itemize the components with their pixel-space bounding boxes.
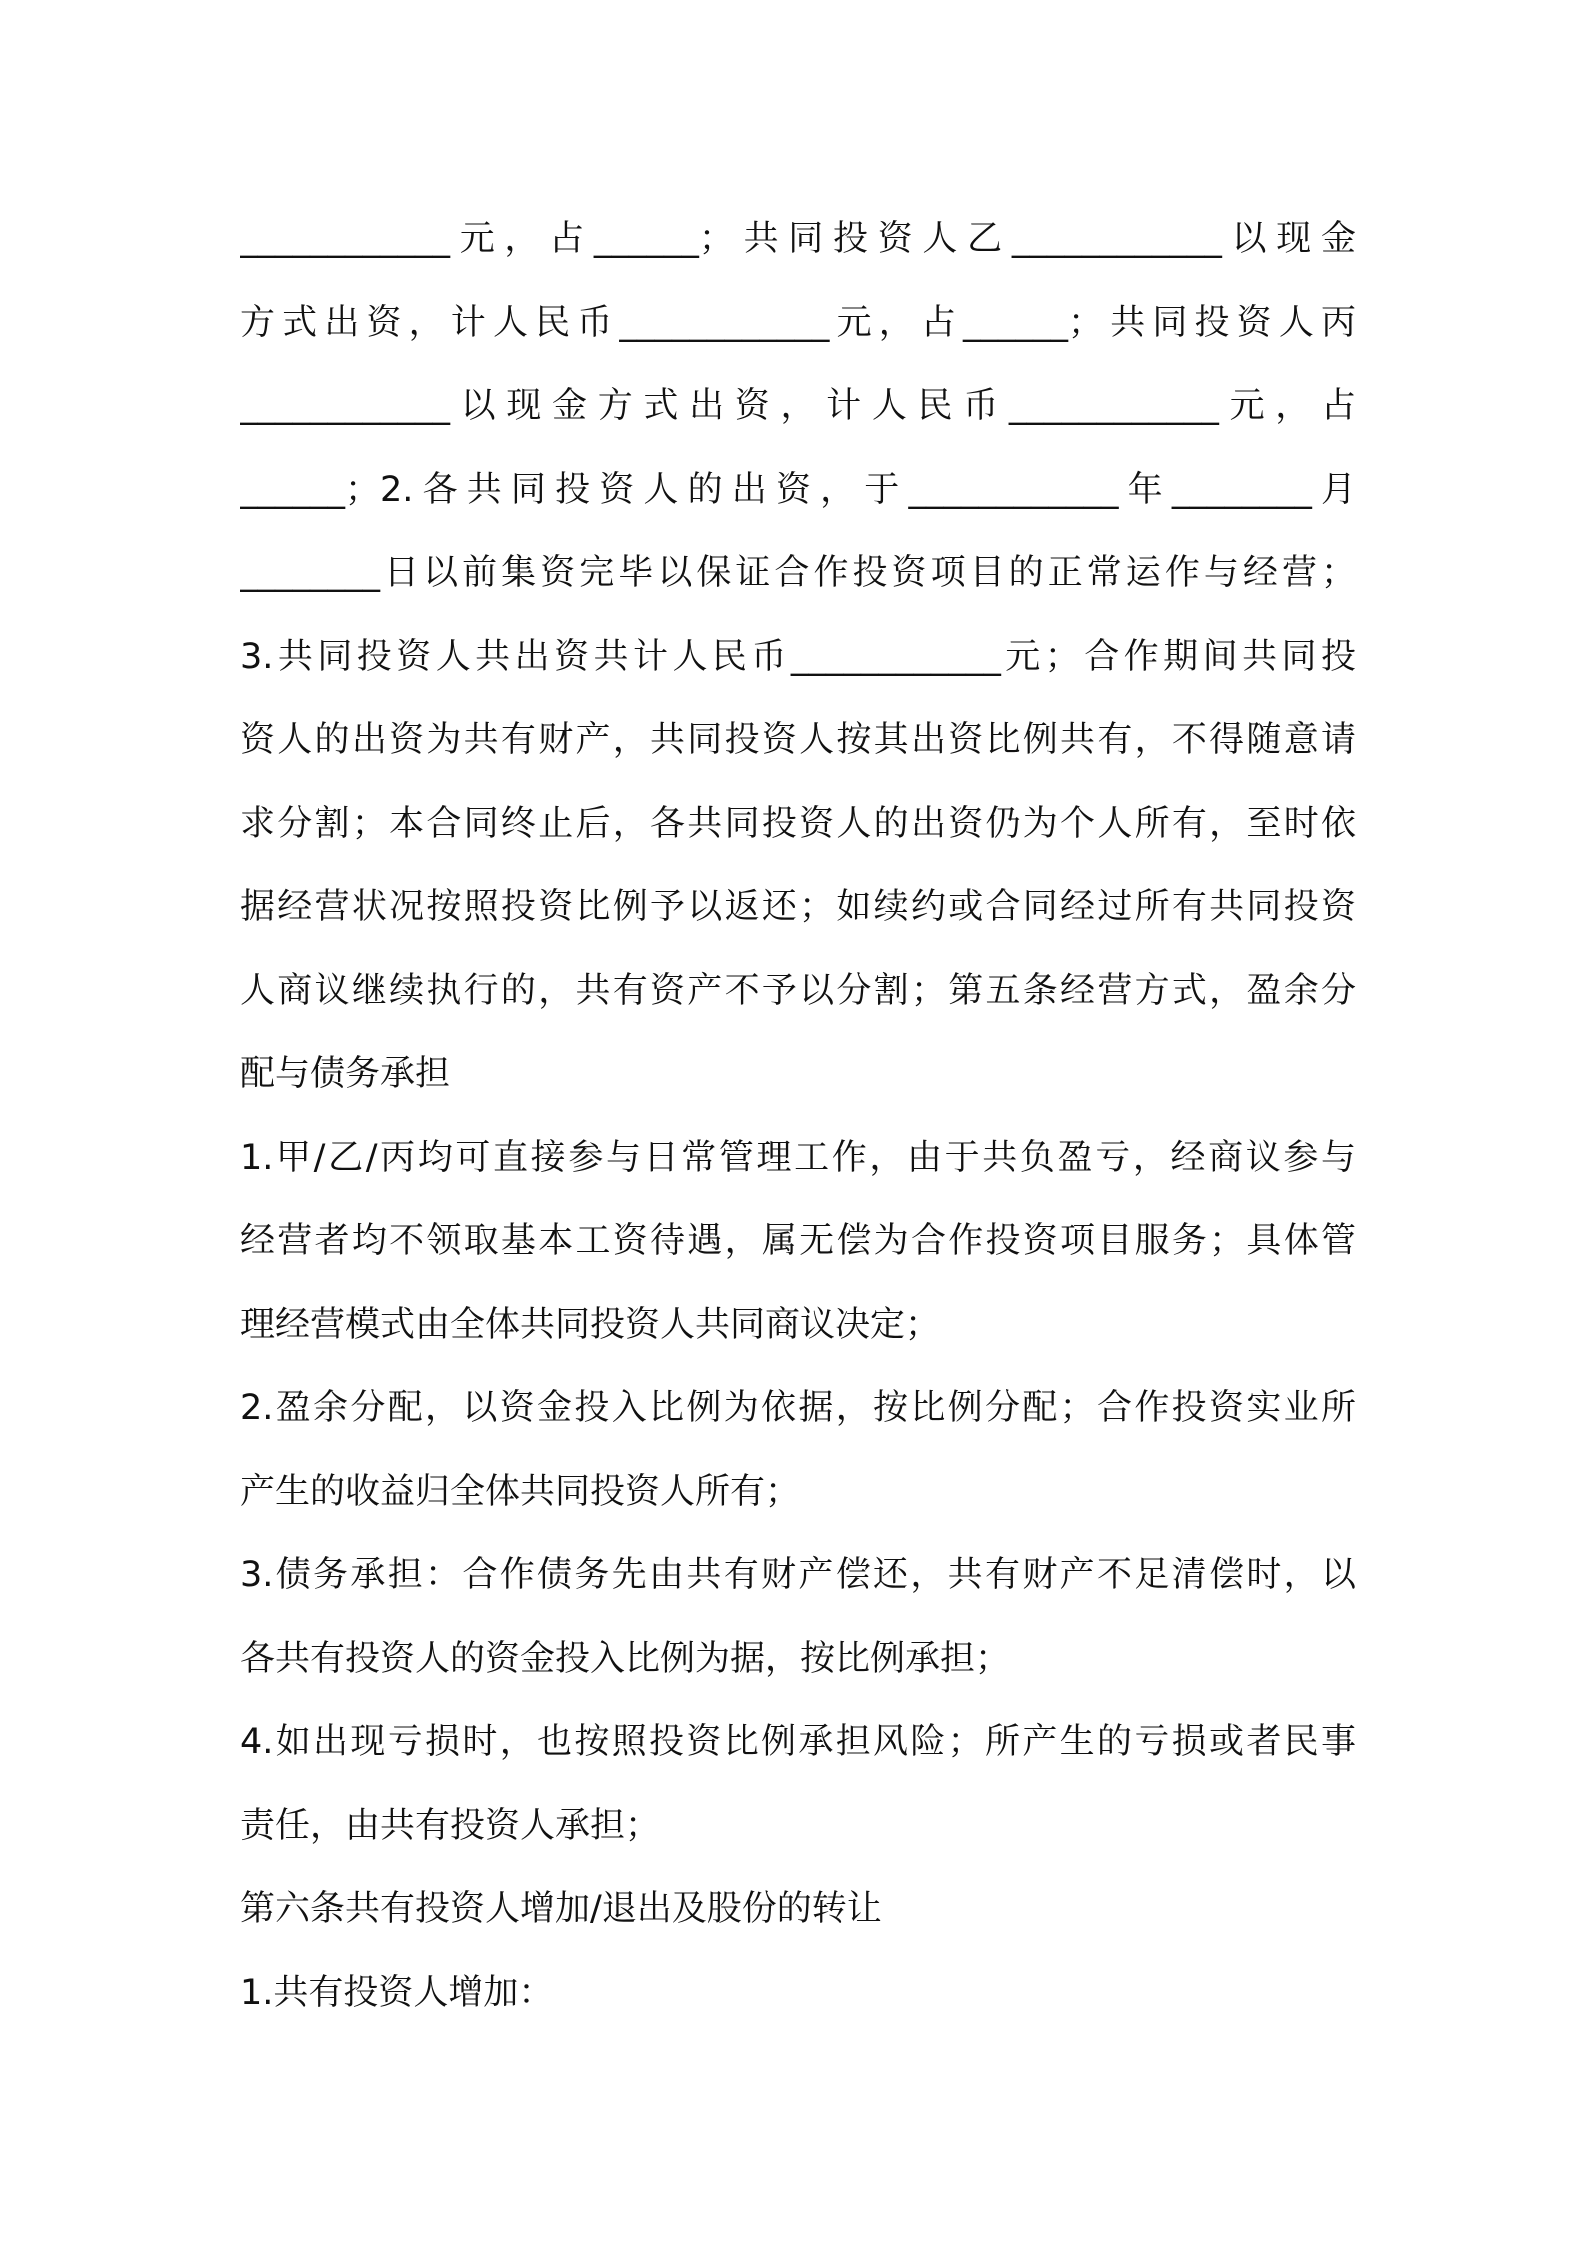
- text-line-3: ____________以现金方式出资，计人民币____________元，占: [240, 386, 1356, 426]
- document-body: [240, 198, 1356, 2035]
- text-line-16: 产生的收益归全体共同投资人所有；: [240, 1471, 801, 1512]
- text-line-10: 人商议继续执行的，共有资产不予以分割；第五条经营方式，盈余分: [240, 970, 1356, 1011]
- text-line-13: 经营者均不领取基本工资待遇，属无偿为合作投资项目服务；具体管: [240, 1221, 1356, 1261]
- text-line-9: 据经营状况按照投资比例予以返还；如续约或合同经过所有共同投资: [240, 887, 1356, 927]
- text-line-18: 各共有投资人的资金投入比例为据，按比例承担；: [240, 1638, 1011, 1679]
- text-line-5: ________日以前集资完毕以保证合作投资项目的正常运作与经营；: [240, 553, 1356, 593]
- text-line-17: 3.债务承担：合作债务先由共有财产偿还，共有财产不足清偿时，以: [240, 1555, 1356, 1595]
- text-line-4: ______；2.各共同投资人的出资，于____________年________月: [240, 469, 1356, 510]
- text-line-7: 资人的出资为共有财产，共同投资人按其出资比例共有，不得随意请: [240, 720, 1356, 760]
- text-line-6: 3.共同投资人共出资共计人民币____________元；合作期间共同投: [240, 636, 1356, 677]
- text-line-12: 1.甲/乙/丙均可直接参与日常管理工作，由于共负盈亏，经商议参与: [240, 1137, 1356, 1178]
- text-line-15: 2.盈余分配，以资金投入比例为依据，按比例分配；合作投资实业所: [240, 1388, 1356, 1428]
- text-line-11: 配与债务承担: [240, 1054, 451, 1094]
- text-line-8: 求分割；本合同终止后，各共同投资人的出资仍为个人所有，至时依: [240, 803, 1356, 844]
- section-heading-6: 第六条共有投资人增加/退出及股份的转让: [240, 1889, 882, 1929]
- text-line-1: ____________元，占______；共同投资人乙____________以现金: [240, 219, 1356, 259]
- text-line-19: 4.如出现亏损时，也按照投资比例承担风险；所产生的亏损或者民事: [240, 1722, 1356, 1762]
- text-line-2: 方式出资，计人民币____________元，占______；共同投资人丙: [240, 302, 1356, 343]
- text-line-22: 1.共有投资人增加：: [240, 1972, 554, 2013]
- text-line-20: 责任，由共有投资人承担；: [240, 1805, 661, 1846]
- text-line-14: 理经营模式由全体共同投资人共同商议决定；: [240, 1304, 941, 1345]
